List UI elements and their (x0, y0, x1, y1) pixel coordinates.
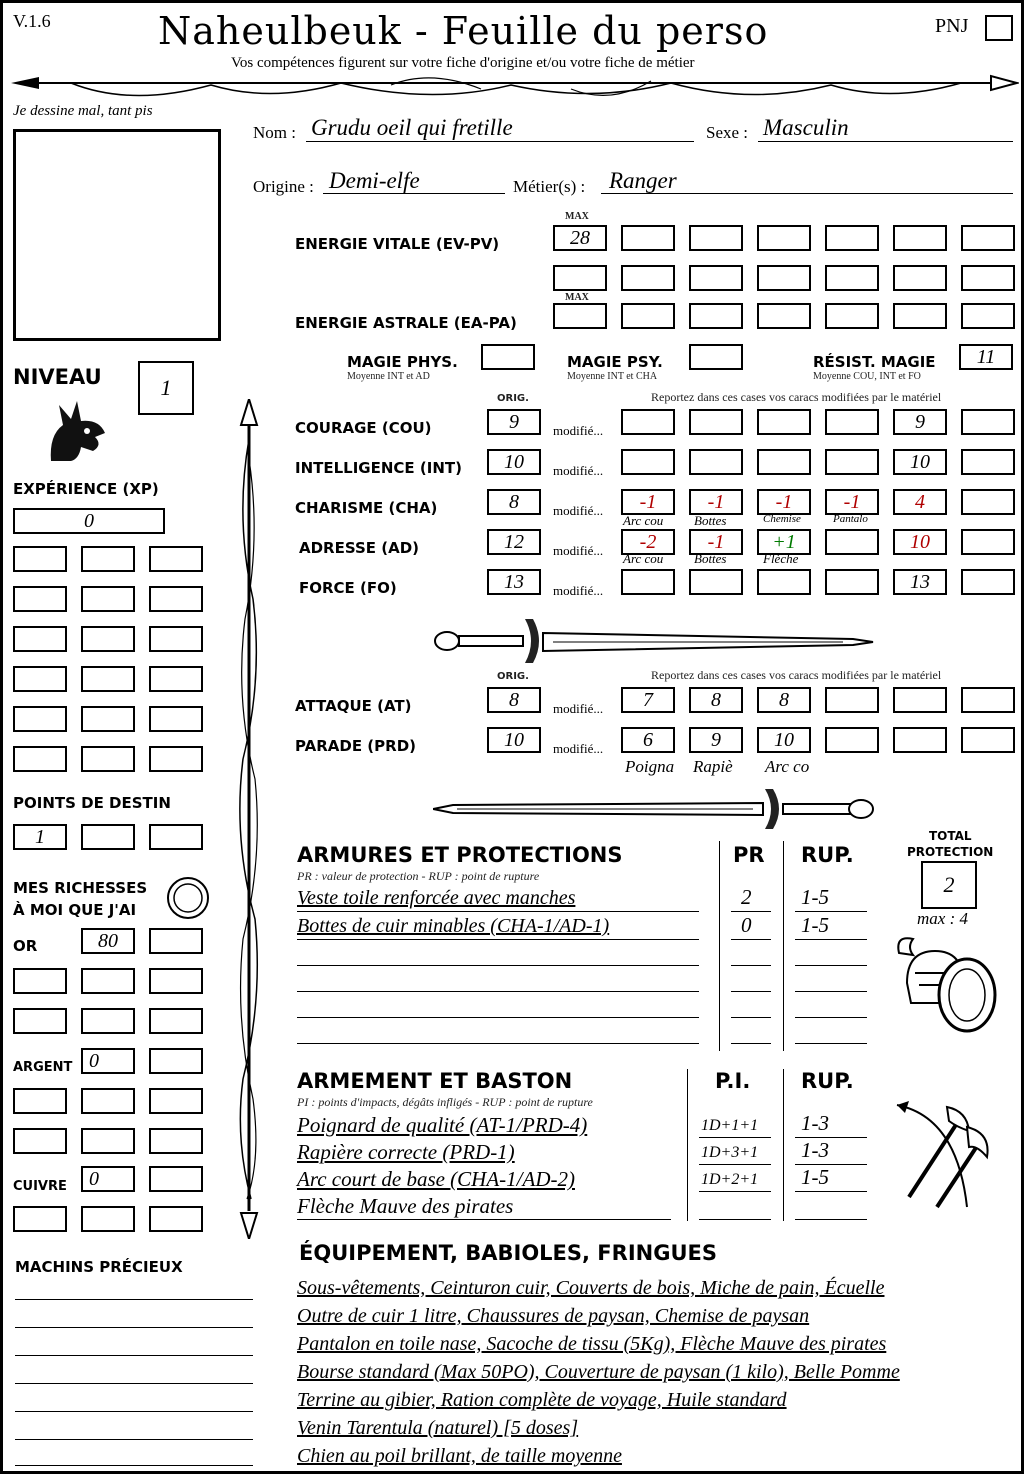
xp-tally-box[interactable] (149, 706, 203, 732)
weapons-divider (687, 1069, 688, 1221)
stat-mod-box[interactable] (689, 409, 743, 435)
argent-box[interactable] (13, 1088, 67, 1114)
stat-label-cha: CHARISME (CHA) (295, 499, 438, 517)
version-label: V.1.6 (13, 11, 51, 31)
armor-line[interactable] (795, 1017, 867, 1018)
xp-tally-box[interactable] (13, 546, 67, 572)
stat-mod-label: modifié... (553, 583, 604, 598)
or-box[interactable]: 80 (81, 928, 135, 954)
prd-label: PARADE (PRD) (295, 737, 417, 755)
argent-box[interactable] (13, 1128, 67, 1154)
weapon-line (699, 1164, 771, 1165)
weapons-rup-header: RUP. (801, 1069, 854, 1093)
ev-box[interactable] (961, 225, 1015, 251)
magie-phys-label: MAGIE PHYS. (347, 353, 458, 371)
prd-mod-box[interactable] (961, 727, 1015, 753)
stat-mod-box[interactable]: -2 (621, 529, 675, 555)
xp-tally-box[interactable] (13, 706, 67, 732)
xp-tally-box[interactable] (81, 626, 135, 652)
argent-label: ARGENT (13, 1060, 73, 1075)
magie-phys-box[interactable] (481, 344, 535, 370)
armor-line[interactable] (297, 991, 699, 992)
argent-box[interactable] (149, 1048, 203, 1074)
at-mod-label: modifié... (553, 701, 604, 716)
equipment-line[interactable]: Terrine au gibier, Ration complète de voyage, Huile standard (297, 1389, 787, 1411)
xp-tally-box[interactable] (81, 546, 135, 572)
prd-mod-box[interactable]: 10 (757, 727, 811, 753)
equipment-line[interactable]: Chien au poil brillant, de taille moyenne (297, 1445, 622, 1467)
cuivre-box[interactable] (81, 1206, 135, 1232)
armor-title: ARMURES ET PROTECTIONS (297, 843, 623, 867)
stat-mod-box[interactable] (757, 449, 811, 475)
xp-tally-box[interactable] (13, 626, 67, 652)
cuivre-box[interactable] (149, 1166, 203, 1192)
at-mod-box[interactable]: 8 (757, 687, 811, 713)
stat-mod-box[interactable] (621, 409, 675, 435)
origine-underline (323, 193, 505, 194)
sword-icon (433, 783, 875, 835)
stat-final-fo[interactable]: 13 (893, 569, 947, 595)
ev-box[interactable] (825, 265, 879, 291)
richesses-label-1: MES RICHESSES (13, 879, 148, 897)
resist-magie-note: Moyenne COU, INT et FO (813, 371, 921, 382)
weapon-line (297, 1219, 671, 1220)
total-protection-max: max : 4 (917, 909, 968, 928)
spear-divider-icon (11, 67, 1019, 111)
magie-phys-note: Moyenne INT et AD (347, 371, 430, 382)
weapons-pi-header: P.I. (715, 1069, 751, 1093)
sheet-subtitle: Vos compétences figurent sur votre fiche d'origine et/ou votre fiche de métier (231, 55, 695, 71)
weapon-name[interactable]: Poignard de qualité (AT-1/PRD-4) (297, 1113, 588, 1137)
weapon-line (699, 1137, 771, 1138)
stats-orig-label: ORIG. (497, 393, 529, 404)
or-box[interactable] (13, 968, 67, 994)
precious-line[interactable] (15, 1383, 253, 1384)
nom-underline (306, 141, 694, 142)
stat-mod-source: Bottes (694, 551, 727, 566)
xp-tally-box[interactable] (149, 746, 203, 772)
equipment-line[interactable]: Pantalon en toile nase, Sacoche de tissu (5Kg), Flèche Mauve des pirates (297, 1333, 887, 1355)
stat-final-cha[interactable]: 4 (893, 489, 947, 515)
combat-orig-label: ORIG. (497, 671, 529, 682)
armor-line[interactable] (731, 991, 771, 992)
xp-box[interactable]: 0 (13, 508, 165, 534)
weapon-source: Poigna (625, 757, 675, 776)
armor-line[interactable] (297, 1017, 699, 1018)
equipment-line[interactable]: Outre de cuir 1 litre, Chaussures de paysan, Chemise de paysan (297, 1305, 810, 1327)
prd-mod-label: modifié... (553, 741, 604, 756)
coin-icon (165, 875, 211, 921)
armor-line (297, 911, 699, 912)
weapon-name[interactable]: Rapière correcte (PRD-1) (297, 1140, 515, 1164)
equipment-line[interactable]: Bourse standard (Max 50PO), Couverture de paysan (1 kilo), Belle Pomme (297, 1361, 900, 1383)
armor-pr[interactable]: 0 (741, 913, 752, 937)
stat-label-cou: COURAGE (COU) (295, 419, 432, 437)
at-mod-box[interactable] (825, 687, 879, 713)
armor-divider (783, 841, 784, 1051)
armor-pr-header: PR (733, 843, 765, 867)
ev-box[interactable] (689, 265, 743, 291)
helmet-shield-icon (893, 933, 1003, 1043)
ev-label: ENERGIE VITALE (EV-PV) (295, 235, 500, 253)
weapon-rup[interactable]: 1-3 (801, 1111, 829, 1135)
ev-max-box[interactable]: 28 (553, 225, 607, 251)
stat-mod-box[interactable] (825, 569, 879, 595)
magie-psy-box[interactable] (689, 344, 743, 370)
cuivre-label: CUIVRE (13, 1179, 67, 1194)
prd-mod-box[interactable] (825, 727, 879, 753)
stat-final-cou[interactable]: 9 (893, 409, 947, 435)
stat-mod-box[interactable] (961, 409, 1015, 435)
armor-line[interactable] (297, 965, 699, 966)
weapon-name[interactable]: Flèche Mauve des pirates (297, 1194, 514, 1218)
armor-line[interactable] (731, 965, 771, 966)
nom-value[interactable]: Grudu oeil qui fretille (311, 115, 513, 140)
nom-label: Nom : (253, 123, 296, 142)
armor-name[interactable]: Veste toile renforcée avec manches (297, 887, 576, 909)
or-label: OR (13, 937, 38, 955)
stat-mod-box[interactable] (961, 449, 1015, 475)
ea-box[interactable] (825, 303, 879, 329)
equipment-line[interactable]: Sous-vêtements, Ceinturon cuir, Couverts de bois, Miche de pain, Écuelle (297, 1277, 885, 1299)
stat-orig-int[interactable]: 10 (487, 449, 541, 475)
weapon-rup[interactable]: 1-5 (801, 1165, 829, 1189)
crossed-weapons-icon (887, 1097, 997, 1215)
destin-box[interactable] (81, 824, 135, 850)
weapon-source: Arc co (765, 757, 810, 776)
armor-line (731, 939, 771, 940)
ea-max-box[interactable] (553, 303, 607, 329)
resist-magie-label: RÉSIST. MAGIE (813, 353, 936, 371)
armor-line (731, 911, 771, 912)
ev-box[interactable] (553, 265, 607, 291)
or-box[interactable] (81, 1008, 135, 1034)
cuivre-box[interactable] (149, 1206, 203, 1232)
stat-mod-box[interactable] (961, 569, 1015, 595)
weapon-source: Rapiè (693, 757, 733, 776)
armor-line (795, 911, 867, 912)
argent-box[interactable] (81, 1128, 135, 1154)
ev-box[interactable] (621, 265, 675, 291)
total-protection-box[interactable]: 2 (921, 861, 977, 909)
ev-box[interactable] (961, 265, 1015, 291)
ev-box[interactable] (893, 225, 947, 251)
weapon-line[interactable] (795, 1219, 867, 1220)
vertical-spear-icon (229, 399, 269, 1239)
sexe-underline (758, 141, 1013, 142)
at-mod-box[interactable]: 8 (689, 687, 743, 713)
stat-mod-box[interactable] (961, 489, 1015, 515)
precious-line[interactable] (15, 1465, 253, 1466)
stat-mod-box[interactable]: -1 (689, 489, 743, 515)
ea-label: ENERGIE ASTRALE (EA-PA) (295, 314, 517, 332)
stat-mod-box[interactable] (825, 409, 879, 435)
stat-mod-box[interactable] (621, 449, 675, 475)
metier-value[interactable]: Ranger (609, 168, 677, 193)
stat-orig-fo[interactable]: 13 (487, 569, 541, 595)
stat-mod-source: Bottes (694, 513, 727, 528)
argent-box[interactable] (149, 1128, 203, 1154)
origine-value[interactable]: Demi-elfe (329, 168, 420, 193)
at-mod-box[interactable] (893, 687, 947, 713)
sexe-label: Sexe : (706, 123, 749, 142)
stat-mod-box[interactable]: -1 (825, 489, 879, 515)
stat-mod-box[interactable]: +1 (757, 529, 811, 555)
xp-tally-box[interactable] (81, 706, 135, 732)
stat-mod-label: modifié... (553, 423, 604, 438)
stat-orig-cha[interactable]: 8 (487, 489, 541, 515)
xp-label: EXPÉRIENCE (XP) (13, 480, 159, 498)
sheet-title: Naheulbeuk - Feuille du perso (158, 9, 769, 53)
ea-box[interactable] (689, 303, 743, 329)
or-box[interactable] (81, 968, 135, 994)
weapons-divider (783, 1069, 784, 1221)
at-mod-box[interactable]: 7 (621, 687, 675, 713)
prd-mod-box[interactable] (893, 727, 947, 753)
argent-box[interactable]: 0 (81, 1048, 135, 1074)
weapons-title: ARMEMENT ET BASTON (297, 1069, 573, 1093)
ev-box[interactable] (825, 225, 879, 251)
or-box[interactable] (13, 1008, 67, 1034)
ev-box[interactable] (621, 225, 675, 251)
resist-magie-box[interactable]: 11 (959, 344, 1013, 370)
precious-line[interactable] (15, 1299, 253, 1300)
stat-orig-cou[interactable]: 9 (487, 409, 541, 435)
at-orig-box[interactable]: 8 (487, 687, 541, 713)
stat-mod-source: Flèche (763, 551, 799, 566)
prd-mod-box[interactable]: 6 (621, 727, 675, 753)
armor-divider (719, 841, 720, 1051)
armor-rup[interactable]: 1-5 (801, 885, 829, 909)
stat-mod-source: Arc cou (623, 551, 664, 566)
stat-mod-label: modifié... (553, 543, 604, 558)
argent-box[interactable] (81, 1088, 135, 1114)
precious-line[interactable] (15, 1327, 253, 1328)
xp-tally-box[interactable] (81, 746, 135, 772)
stat-mod-box[interactable]: -1 (757, 489, 811, 515)
richesses-label-2: À MOI QUE J'AI (13, 901, 137, 919)
stat-mod-box[interactable] (825, 449, 879, 475)
sexe-value[interactable]: Masculin (763, 115, 849, 140)
stat-mod-source: Chemise (763, 513, 801, 525)
equipment-line[interactable]: Venin Tarentula (naturel) [5 doses] (297, 1417, 579, 1439)
destin-box[interactable]: 1 (13, 824, 67, 850)
weapon-pi[interactable]: 1D+2+1 (701, 1171, 759, 1188)
prd-mod-box[interactable]: 9 (689, 727, 743, 753)
sword-icon (433, 615, 875, 667)
armor-line (297, 939, 699, 940)
cuivre-box[interactable]: 0 (81, 1166, 135, 1192)
argent-box[interactable] (149, 1088, 203, 1114)
metier-underline (601, 193, 1013, 194)
ev-box[interactable] (893, 265, 947, 291)
stat-mod-box[interactable] (961, 529, 1015, 555)
ea-box[interactable] (757, 303, 811, 329)
stat-mod-box[interactable] (757, 409, 811, 435)
cuivre-box[interactable] (13, 1206, 67, 1232)
prd-orig-box[interactable]: 10 (487, 727, 541, 753)
armor-pr[interactable]: 2 (741, 885, 752, 909)
portrait-box[interactable] (13, 129, 221, 341)
stat-mod-box[interactable]: -1 (621, 489, 675, 515)
xp-tally-box[interactable] (13, 746, 67, 772)
combat-report-note: Reportez dans ces cases vos caracs modifiées par le matériel (651, 668, 942, 682)
pnj-checkbox[interactable] (985, 15, 1013, 41)
weapons-note: PI : points d'impacts, dégâts infligés - RUP : point de rupture (297, 1095, 593, 1109)
xp-tally-box[interactable] (13, 586, 67, 612)
weapon-name[interactable]: Arc court de base (CHA-1/AD-2) (297, 1167, 575, 1191)
niveau-box[interactable]: 1 (138, 361, 194, 415)
stat-label-fo: FORCE (FO) (299, 579, 397, 597)
destin-box[interactable] (149, 824, 203, 850)
stat-mod-label: modifié... (553, 503, 604, 518)
destin-label: POINTS DE DESTIN (13, 794, 171, 812)
armor-line[interactable] (731, 1043, 771, 1044)
origine-label: Origine : (253, 177, 314, 196)
armor-line (795, 939, 867, 940)
weapon-pi[interactable]: 1D+1+1 (701, 1117, 759, 1134)
armor-line[interactable] (297, 1043, 699, 1044)
weapon-pi[interactable]: 1D+3+1 (701, 1144, 759, 1161)
armor-line[interactable] (795, 1043, 867, 1044)
pnj-label: PNJ (935, 15, 969, 37)
ea-box[interactable] (961, 303, 1015, 329)
stat-label-int: INTELLIGENCE (INT) (295, 459, 462, 477)
stats-report-note: Reportez dans ces cases vos caracs modifiées par le matériel (651, 390, 942, 404)
total-protection-label-1: TOTAL (929, 829, 972, 843)
at-label: ATTAQUE (AT) (295, 697, 412, 715)
stat-mod-source: Pantalo (833, 513, 868, 525)
dragon-icon (41, 395, 111, 467)
xp-tally-box[interactable] (149, 666, 203, 692)
precious-line[interactable] (15, 1439, 253, 1440)
xp-tally-box[interactable] (149, 626, 203, 652)
stat-final-ad[interactable]: 10 (893, 529, 947, 555)
armor-rup-header: RUP. (801, 843, 854, 867)
armor-line[interactable] (795, 965, 867, 966)
niveau-label: NIVEAU (13, 365, 102, 389)
stat-mod-source: Arc cou (623, 513, 664, 528)
xp-tally-box[interactable] (13, 666, 67, 692)
armor-note: PR : valeur de protection - RUP : point de rupture (297, 869, 540, 883)
stat-mod-box[interactable]: -1 (689, 529, 743, 555)
armor-line[interactable] (731, 1017, 771, 1018)
magie-psy-label: MAGIE PSY. (567, 353, 663, 371)
stat-label-ad: ADRESSE (AD) (299, 539, 420, 557)
xp-tally-box[interactable] (149, 586, 203, 612)
precious-line[interactable] (15, 1355, 253, 1356)
total-protection-label-2: PROTECTION (907, 845, 994, 859)
stat-mod-box[interactable] (689, 449, 743, 475)
ev-box[interactable] (757, 225, 811, 251)
xp-tally-box[interactable] (149, 546, 203, 572)
weapon-line (795, 1191, 867, 1192)
metier-label: Métier(s) : (513, 177, 586, 196)
precious-line[interactable] (15, 1411, 253, 1412)
or-box[interactable] (149, 928, 203, 954)
stat-mod-box[interactable] (689, 569, 743, 595)
portrait-caption: Je dessine mal, tant pis (13, 103, 153, 119)
weapon-line[interactable] (699, 1219, 771, 1220)
armor-line[interactable] (795, 991, 867, 992)
equipment-title: ÉQUIPEMENT, BABIOLES, FRINGUES (299, 1241, 717, 1265)
ea-box[interactable] (893, 303, 947, 329)
armor-name[interactable]: Bottes de cuir minables (CHA-1/AD-1) (297, 915, 610, 937)
stat-mod-box[interactable] (621, 569, 675, 595)
ev-box[interactable] (757, 265, 811, 291)
ev-box[interactable] (689, 225, 743, 251)
or-box[interactable] (149, 968, 203, 994)
weapon-line (699, 1191, 771, 1192)
ea-box[interactable] (621, 303, 675, 329)
or-box[interactable] (149, 1008, 203, 1034)
weapon-rup[interactable]: 1-3 (801, 1138, 829, 1162)
ev-max-label: MAX (565, 211, 589, 222)
armor-rup[interactable]: 1-5 (801, 913, 829, 937)
magie-psy-note: Moyenne INT et CHA (567, 371, 658, 382)
xp-tally-box[interactable] (81, 586, 135, 612)
ea-max-label: MAX (565, 292, 589, 303)
xp-tally-box[interactable] (81, 666, 135, 692)
stat-mod-box[interactable] (825, 529, 879, 555)
at-mod-box[interactable] (961, 687, 1015, 713)
stat-final-int[interactable]: 10 (893, 449, 947, 475)
machins-label: MACHINS PRÉCIEUX (15, 1258, 183, 1276)
stat-mod-box[interactable] (757, 569, 811, 595)
stat-mod-label: modifié... (553, 463, 604, 478)
stat-orig-ad[interactable]: 12 (487, 529, 541, 555)
